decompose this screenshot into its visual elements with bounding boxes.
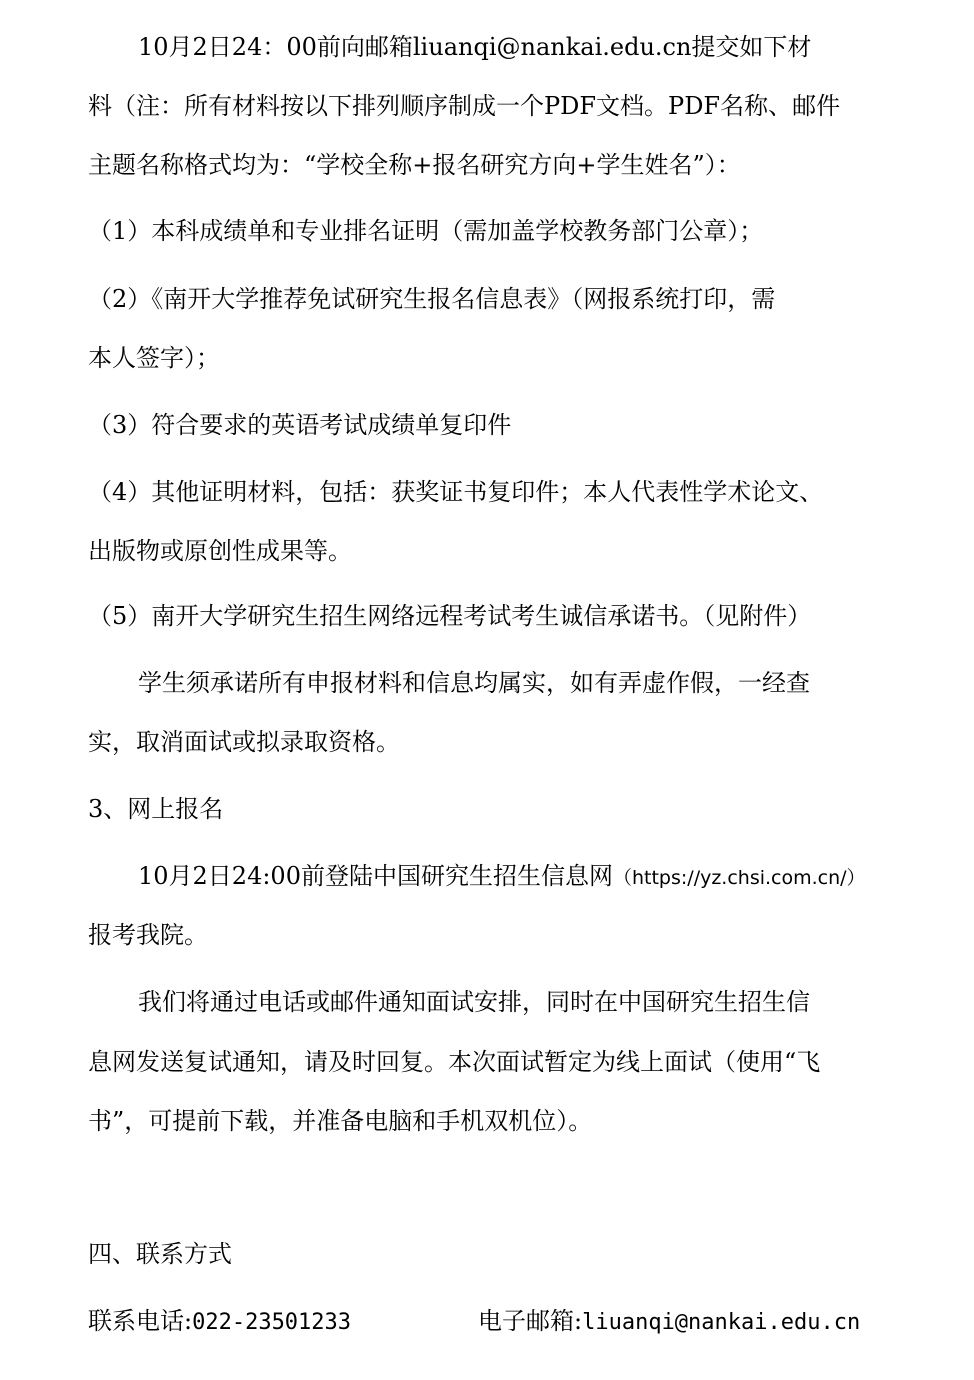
list-item-2-line-2: 本人签字）； — [88, 344, 220, 372]
contact-phone — [88, 1306, 351, 1336]
list-item-4-line-1: （4）其他证明材料，包括：获奖证书复印件；本人代表性学术论文、 — [88, 478, 824, 506]
section-3-registration-line — [138, 861, 866, 891]
contact-phone-value: 022-23501233 — [192, 1310, 352, 1335]
registration-url: （https://yz.chsi.com.cn/） — [612, 867, 866, 889]
contact-phone-label: 联系电话: — [88, 1307, 193, 1335]
contact-email — [478, 1306, 860, 1336]
commit-paragraph-line-2: 实，取消面试或拟录取资格。 — [88, 728, 400, 756]
section-4-heading: 四、联系方式 — [88, 1240, 232, 1268]
notice-paragraph-line-3: 书”，可提前下载，并准备电脑和手机双机位）。 — [88, 1107, 593, 1135]
list-item-3: （3）符合要求的英语考试成绩单复印件 — [88, 411, 512, 439]
section-3-registration-line-2: 报考我院。 — [88, 921, 208, 949]
section-3-heading: 3、网上报名 — [88, 795, 224, 823]
submit-paragraph-line-2: 料（注：所有材料按以下排列顺序制成一个PDF文档。PDF名称、邮件 — [88, 92, 841, 120]
submit-paragraph-line-3: 主题名称格式均为：“学校全称+报名研究方向+学生姓名”）： — [88, 151, 741, 179]
notice-paragraph-line-2: 息网发送复试通知，请及时回复。本次面试暂定为线上面试（使用“飞 — [88, 1048, 821, 1076]
contact-email-value: liuanqi@nankai.edu.cn — [582, 1310, 861, 1335]
registration-text: 10月2日24:00前登陆中国研究生招生信息网 — [138, 862, 613, 890]
commit-paragraph-line-1: 学生须承诺所有申报材料和信息均属实，如有弄虚作假，一经查 — [138, 669, 810, 697]
list-item-1: （1）本科成绩单和专业排名证明（需加盖学校教务部门公章）； — [88, 217, 764, 245]
submit-paragraph-line-1: 10月2日24：00前向邮箱liuanqi@nankai.edu.cn提交如下材 — [138, 33, 812, 61]
contact-email-label: 电子邮箱: — [478, 1307, 583, 1335]
notice-paragraph-line-1: 我们将通过电话或邮件通知面试安排，同时在中国研究生招生信 — [138, 988, 810, 1016]
list-item-5: （5）南开大学研究生招生网络远程考试考生诚信承诺书。（见附件） — [88, 602, 812, 630]
list-item-2-line-1: （2）《南开大学推荐免试研究生报名信息表》（网报系统打印，需 — [88, 285, 776, 313]
list-item-4-line-2: 出版物或原创性成果等。 — [88, 537, 352, 565]
